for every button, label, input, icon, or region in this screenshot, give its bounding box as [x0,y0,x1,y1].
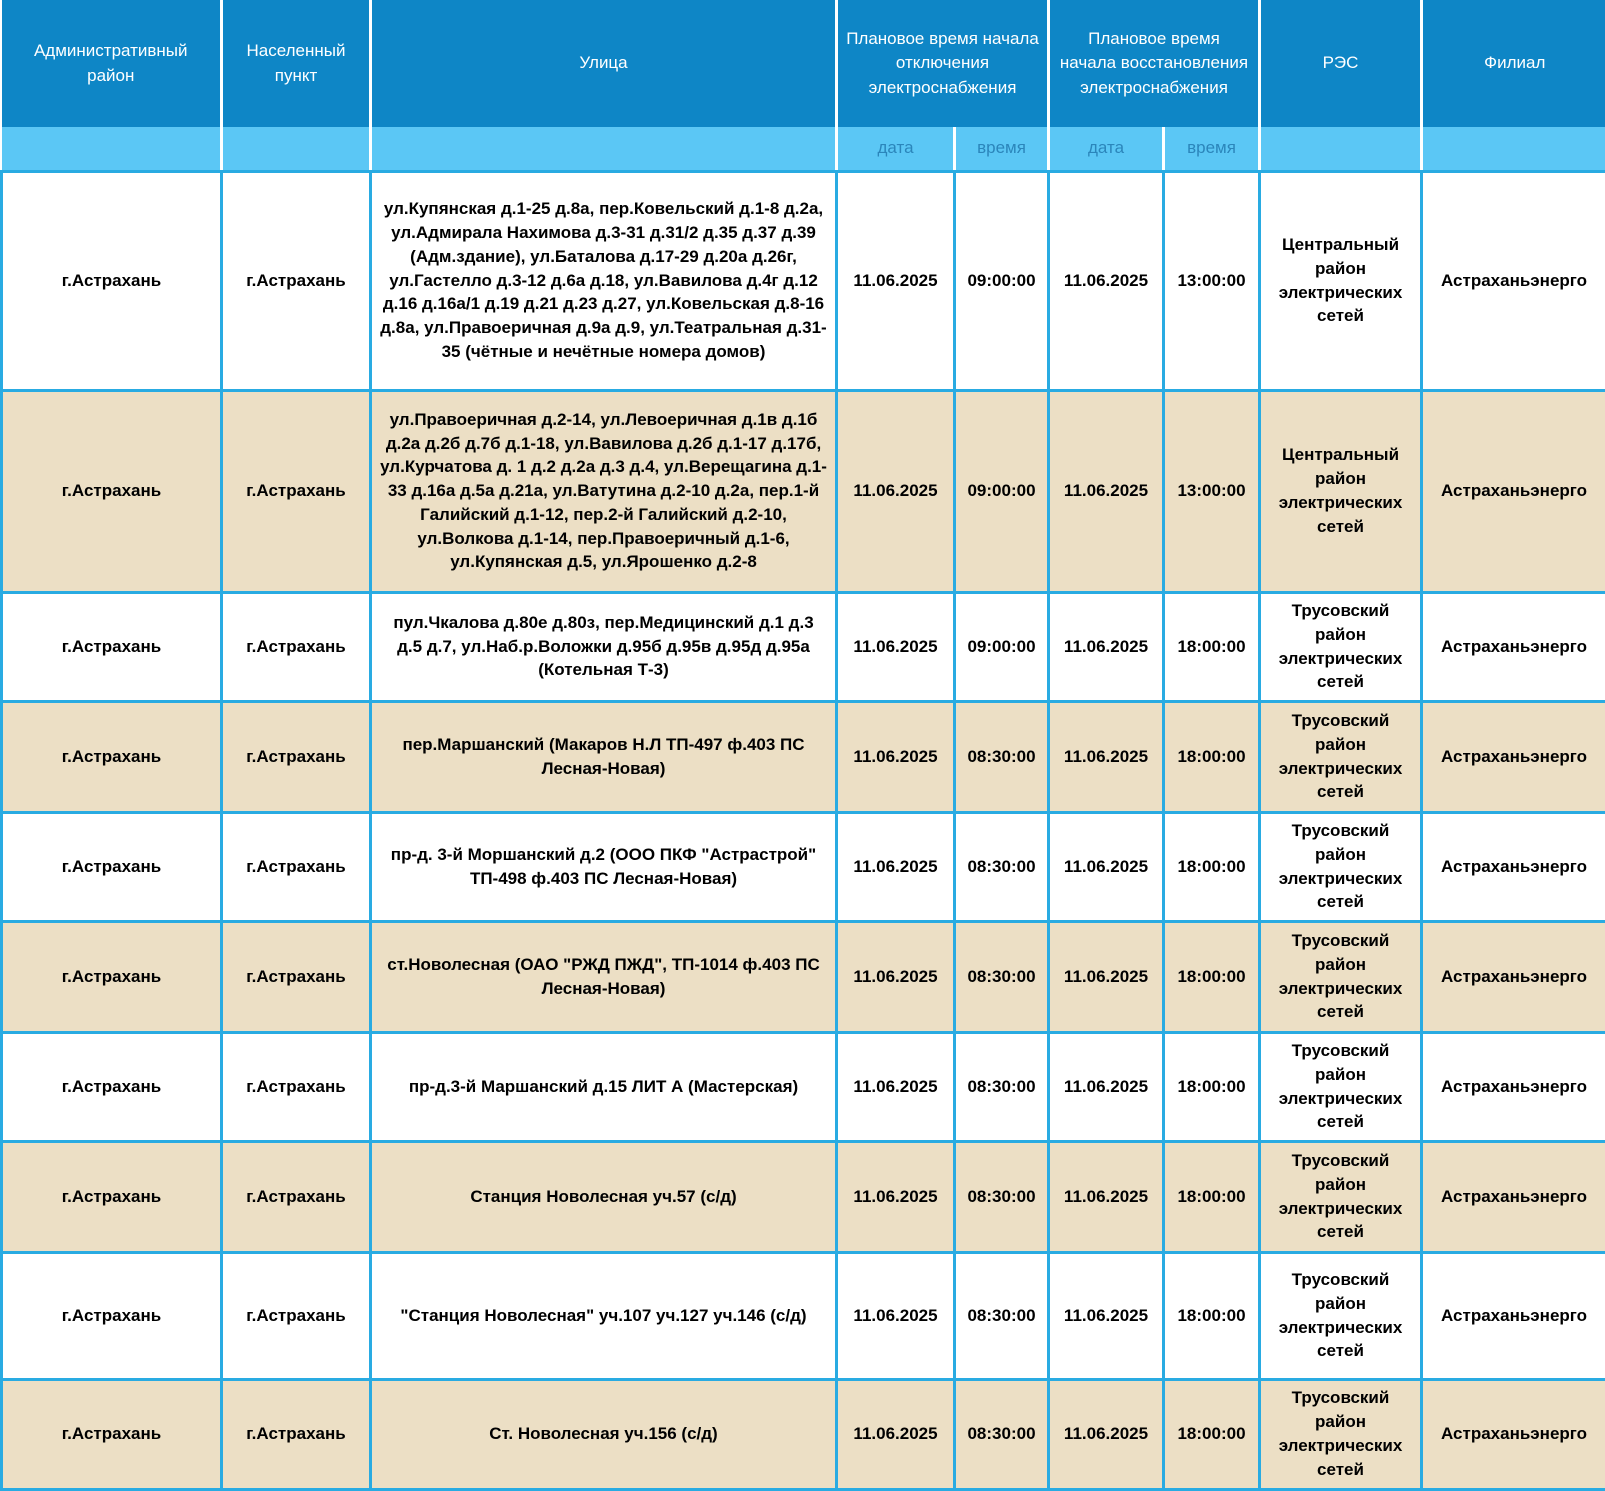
col-header-outage-start: Плановое время начала отключения электроснабжения [837,0,1049,127]
cell-street: пр-д. 3-й Моршанский д.2 (ООО ПКФ "Астрастрой" ТП-498 ф.403 ПС Лесная-Новая) [371,812,837,921]
table-header [2,0,1605,171]
cell-street: пр-д.3-й Маршанский д.15 ЛИТ А (Мастерская) [371,1032,837,1141]
col-header-street: Улица [371,0,837,127]
cell-district: г.Астрахань [2,592,222,701]
cell-settlement: г.Астрахань [222,1141,371,1252]
cell-res: Трусовский район электрических сетей [1260,1379,1422,1489]
subheader-empty-street [371,127,837,171]
cell-settlement: г.Астрахань [222,1252,371,1379]
subheader-off-time: время [955,127,1049,171]
table-row [2,1032,1605,1141]
cell-on-time: 18:00:00 [1164,921,1260,1032]
subheader-empty-district [2,127,222,171]
cell-res: Трусовский район электрических сетей [1260,701,1422,812]
cell-off-time: 08:30:00 [955,1141,1049,1252]
col-header-res: РЭС [1260,0,1422,127]
cell-on-date: 11.06.2025 [1049,1379,1164,1489]
cell-branch: Астраханьэнерго [1422,171,1605,390]
cell-on-date: 11.06.2025 [1049,592,1164,701]
cell-on-date: 11.06.2025 [1049,921,1164,1032]
cell-off-time: 09:00:00 [955,171,1049,390]
cell-settlement: г.Астрахань [222,1379,371,1489]
cell-district: г.Астрахань [2,1141,222,1252]
cell-off-date: 11.06.2025 [837,171,955,390]
col-header-restore-start: Плановое время начала восстановления электроснабжения [1049,0,1260,127]
cell-settlement: г.Астрахань [222,701,371,812]
cell-off-date: 11.06.2025 [837,1252,955,1379]
cell-off-time: 08:30:00 [955,921,1049,1032]
cell-on-time: 18:00:00 [1164,1252,1260,1379]
cell-branch: Астраханьэнерго [1422,921,1605,1032]
cell-street: "Станция Новолесная" уч.107 уч.127 уч.146 (с/д) [371,1252,837,1379]
cell-settlement: г.Астрахань [222,921,371,1032]
subheader-on-time: время [1164,127,1260,171]
subheader-empty-branch [1422,127,1605,171]
cell-on-date: 11.06.2025 [1049,1032,1164,1141]
cell-district: г.Астрахань [2,1379,222,1489]
cell-street: ул.Купянская д.1-25 д.8а, пер.Ковельский д.1-8 д.2а, ул.Адмирала Нахимова д.3-31 д.31/2 д.35 д.37 д.39 (Адм.здание), ул.Баталова д.17-29 д.20а д.26г, ул.Гастелло д.3-12 д.6а д.18, ул.Вавилова д.4г д.12 д.16 д.16а/1 д.19 д.21 д.23 д.27, ул.Ковельская д.8-16 д.8а, ул.Правоеричная д.9а д.9, ул.Театральная д.31-35 (чётные и нечётные номера домов) [371,171,837,390]
cell-district: г.Астрахань [2,1252,222,1379]
cell-on-date: 11.06.2025 [1049,390,1164,592]
cell-off-time: 08:30:00 [955,701,1049,812]
cell-street: ул.Правоеричная д.2-14, ул.Левоеричная д.1в д.1б д.2а д.2б д.7б д.1-18, ул.Вавилова д.2б д.1-17 д.17б, ул.Курчатова д. 1 д.2 д.2а д.3 д.4, ул.Верещагина д.1-33 д.16а д.5а д.21а, ул.Ватутина д.2-10 д.2а, пер.1-й Галийский д.1-12, пер.2-й Галийский д.2-10, ул.Волкова д.1-14, пер.Правоеричный д.1-6, ул.Купянская д.5, ул.Ярошенко д.2-8 [371,390,837,592]
cell-street: пул.Чкалова д.80е д.80з, пер.Медицинский д.1 д.3 д.5 д.7, ул.Наб.р.Воложки д.95б д.95в д.95д д.95а (Котельная Т-3) [371,592,837,701]
cell-on-time: 18:00:00 [1164,1032,1260,1141]
cell-off-time: 08:30:00 [955,1252,1049,1379]
cell-off-date: 11.06.2025 [837,812,955,921]
cell-on-date: 11.06.2025 [1049,812,1164,921]
cell-res: Центральный район электрических сетей [1260,171,1422,390]
cell-off-time: 08:30:00 [955,1032,1049,1141]
cell-settlement: г.Астрахань [222,390,371,592]
cell-off-date: 11.06.2025 [837,701,955,812]
cell-branch: Астраханьэнерго [1422,701,1605,812]
cell-settlement: г.Астрахань [222,171,371,390]
cell-district: г.Астрахань [2,701,222,812]
cell-on-date: 11.06.2025 [1049,701,1164,812]
subheader-off-date: дата [837,127,955,171]
cell-street: пер.Маршанский (Макаров Н.Л ТП-497 ф.403 ПС Лесная-Новая) [371,701,837,812]
cell-branch: Астраханьэнерго [1422,1252,1605,1379]
header-row-sub [2,127,1605,171]
cell-off-time: 09:00:00 [955,390,1049,592]
cell-off-time: 09:00:00 [955,592,1049,701]
cell-settlement: г.Астрахань [222,1032,371,1141]
table-row [2,921,1605,1032]
cell-off-date: 11.06.2025 [837,1379,955,1489]
cell-district: г.Астрахань [2,390,222,592]
subheader-on-date: дата [1049,127,1164,171]
cell-settlement: г.Астрахань [222,812,371,921]
col-header-settlement: Населенный пункт [222,0,371,127]
table-row [2,1379,1605,1489]
cell-district: г.Астрахань [2,921,222,1032]
cell-district: г.Астрахань [2,1032,222,1141]
col-header-district: Административный район [2,0,222,127]
cell-branch: Астраханьэнерго [1422,1032,1605,1141]
col-header-branch: Филиал [1422,0,1605,127]
cell-on-date: 11.06.2025 [1049,1252,1164,1379]
outage-table-body [2,171,1605,1489]
cell-res: Трусовский район электрических сетей [1260,592,1422,701]
cell-on-time: 18:00:00 [1164,812,1260,921]
table-row [2,701,1605,812]
cell-res: Трусовский район электрических сетей [1260,1252,1422,1379]
cell-branch: Астраханьэнерго [1422,592,1605,701]
cell-street: ст.Новолесная (ОАО "РЖД ПЖД", ТП-1014 ф.403 ПС Лесная-Новая) [371,921,837,1032]
cell-off-date: 11.06.2025 [837,390,955,592]
table-row [2,171,1605,390]
table-row [2,812,1605,921]
cell-res: Трусовский район электрических сетей [1260,921,1422,1032]
subheader-empty-settlement [222,127,371,171]
subheader-empty-res [1260,127,1422,171]
cell-branch: Астраханьэнерго [1422,1379,1605,1489]
cell-off-time: 08:30:00 [955,1379,1049,1489]
cell-on-time: 13:00:00 [1164,390,1260,592]
cell-off-date: 11.06.2025 [837,592,955,701]
cell-district: г.Астрахань [2,171,222,390]
table-row [2,1252,1605,1379]
table-row [2,1141,1605,1252]
cell-on-time: 18:00:00 [1164,1141,1260,1252]
cell-district: г.Астрахань [2,812,222,921]
cell-on-time: 13:00:00 [1164,171,1260,390]
cell-res: Трусовский район электрических сетей [1260,812,1422,921]
cell-off-time: 08:30:00 [955,812,1049,921]
cell-res: Трусовский район электрических сетей [1260,1141,1422,1252]
header-row-main [2,0,1605,127]
cell-settlement: г.Астрахань [222,592,371,701]
cell-street: Станция Новолесная уч.57 (с/д) [371,1141,837,1252]
cell-off-date: 11.06.2025 [837,1032,955,1141]
cell-on-date: 11.06.2025 [1049,1141,1164,1252]
cell-res: Центральный район электрических сетей [1260,390,1422,592]
table-row [2,390,1605,592]
cell-on-time: 18:00:00 [1164,701,1260,812]
cell-on-time: 18:00:00 [1164,592,1260,701]
table-row [2,592,1605,701]
cell-off-date: 11.06.2025 [837,921,955,1032]
cell-branch: Астраханьэнерго [1422,390,1605,592]
cell-on-time: 18:00:00 [1164,1379,1260,1489]
cell-res: Трусовский район электрических сетей [1260,1032,1422,1141]
cell-on-date: 11.06.2025 [1049,171,1164,390]
cell-branch: Астраханьэнерго [1422,812,1605,921]
cell-branch: Астраханьэнерго [1422,1141,1605,1252]
cell-street: Ст. Новолесная уч.156 (с/д) [371,1379,837,1489]
cell-off-date: 11.06.2025 [837,1141,955,1252]
